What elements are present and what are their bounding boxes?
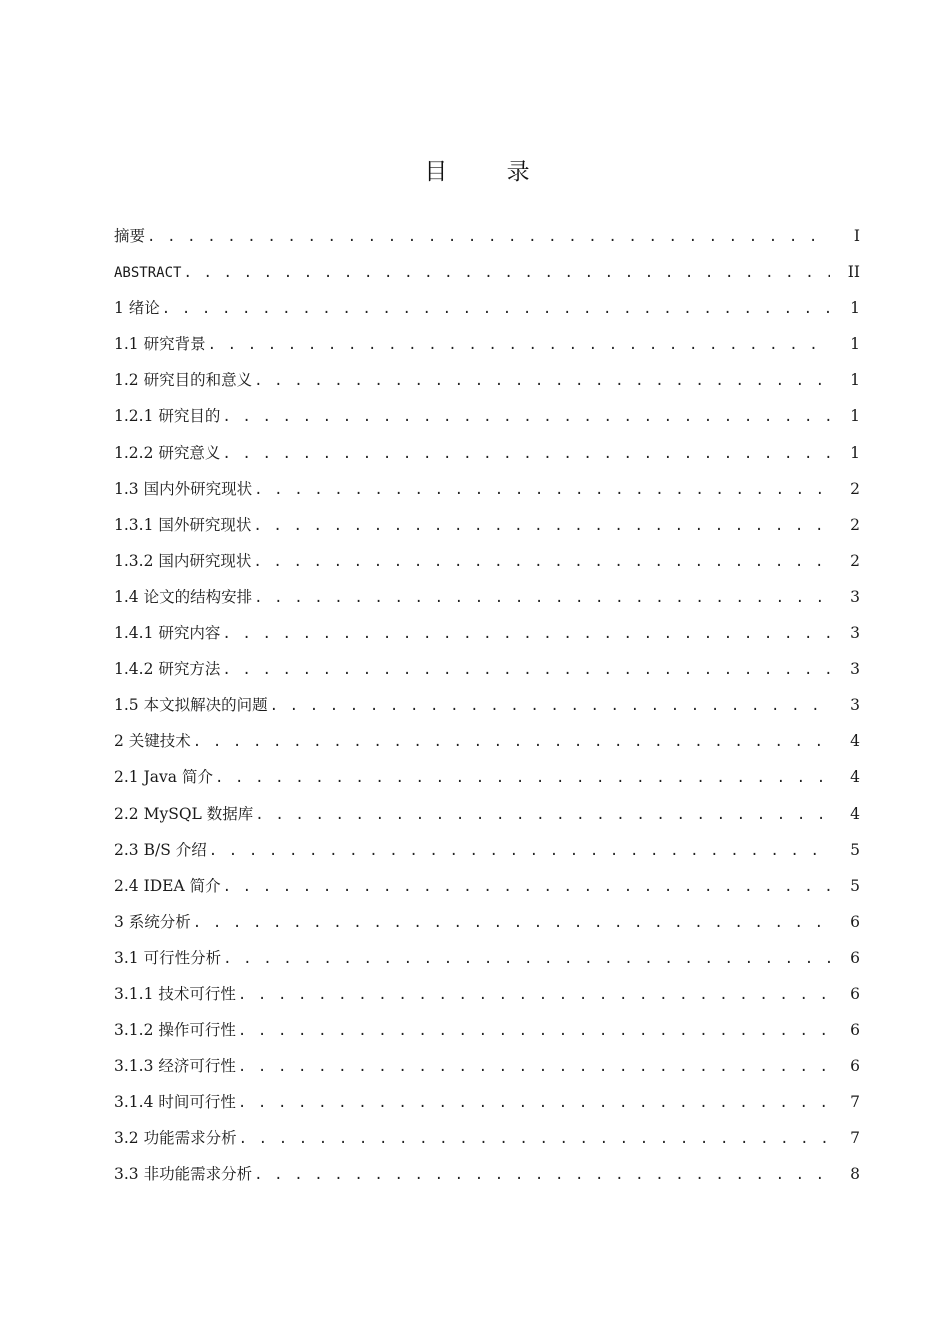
toc-entry-page: 1 [850,407,860,426]
toc-entry[interactable] [114,439,860,475]
dot-leader [162,295,830,323]
toc-entry-page: 4 [850,804,860,823]
toc-entry-label: 3.1.3 经济可行性 [114,1057,236,1076]
toc-entry[interactable] [114,763,860,799]
toc-entry-page: 3 [850,696,860,715]
toc-entry-label: 3.1.1 技术可行性 [114,984,236,1003]
toc-entry[interactable] [114,727,860,763]
toc-entry-page: I [853,227,860,245]
toc-entry-label: 1.3.2 国内研究现状 [114,551,252,570]
toc-entry[interactable] [114,655,860,691]
toc-entry-label: 1.2.1 研究目的 [114,407,221,426]
dot-leader [215,764,830,792]
toc-entry-page: 5 [850,876,860,895]
dot-leader [238,981,830,1009]
toc-entry-label: 2.2 MySQL 数据库 [114,804,254,823]
toc-entry[interactable] [114,691,860,727]
toc-entry[interactable] [114,1088,860,1124]
dot-leader [147,223,830,251]
toc-entry-label: 1.1 研究背景 [114,335,206,354]
toc-entry[interactable] [114,366,860,402]
toc-entry[interactable] [114,908,860,944]
toc-entry-label: 2.3 B/S 介绍 [114,840,207,859]
toc-entry-page: 6 [850,948,860,967]
toc-entry-page: 1 [850,299,860,318]
toc-entry[interactable] [114,1160,860,1196]
toc-entry-page: 5 [850,840,860,859]
toc-entry[interactable] [114,330,860,366]
dot-leader [253,548,830,576]
toc-entry-page: 3 [850,660,860,679]
toc-entry-page: 2 [850,479,860,498]
toc-entry-label: 1.4.1 研究内容 [114,624,221,643]
toc-entry-page: 2 [850,551,860,570]
dot-leader [238,1089,830,1117]
toc-entry[interactable] [114,547,860,583]
dot-leader [223,945,830,973]
toc-entry[interactable] [114,222,860,258]
toc-entry-label: 摘要 [114,227,146,245]
dot-leader [239,1125,830,1153]
table-of-contents [114,222,860,1197]
toc-entry[interactable] [114,980,860,1016]
dot-leader [193,909,830,937]
toc-entry[interactable] [114,1016,860,1052]
toc-entry-page: 8 [850,1165,860,1184]
dot-leader [222,440,830,468]
dot-leader [193,728,830,756]
toc-entry-page: 1 [850,335,860,354]
toc-entry-label: 3.2 功能需求分析 [114,1129,237,1148]
toc-entry-page: 6 [850,912,860,931]
toc-entry[interactable] [114,619,860,655]
toc-entry-page: 4 [850,768,860,787]
toc-entry[interactable] [114,800,860,836]
toc-entry-label: 1.4.2 研究方法 [114,660,221,679]
dot-leader [238,1053,830,1081]
dot-leader [254,584,830,612]
dot-leader [222,620,830,648]
dot-leader [238,1017,830,1045]
dot-leader [208,331,830,359]
toc-entry-label: 1.4 论文的结构安排 [114,587,253,606]
toc-entry[interactable] [114,836,860,872]
toc-entry-label: 1.2.2 研究意义 [114,443,221,462]
toc-entry-page: 7 [850,1129,860,1148]
dot-leader [254,476,830,504]
toc-entry-page: 4 [850,732,860,751]
toc-entry-label: 1.3.1 国外研究现状 [114,515,252,534]
toc-entry-label: 3.3 非功能需求分析 [114,1165,253,1184]
page-title: 目 录 [424,159,556,185]
toc-entry-page: 3 [850,587,860,606]
toc-entry-label: 1.2 研究目的和意义 [114,371,253,390]
dot-leader [223,873,830,901]
toc-entry[interactable] [114,1124,860,1160]
toc-entry-label: 1.3 国内外研究现状 [114,479,253,498]
toc-entry-page: 6 [850,1021,860,1040]
toc-entry[interactable] [114,511,860,547]
toc-entry[interactable] [114,258,860,294]
toc-entry-label: 1.5 本文拟解决的问题 [114,696,268,715]
dot-leader [183,259,830,287]
toc-entry-page: 1 [850,371,860,390]
dot-leader [254,367,830,395]
toc-entry-label: ABSTRACT [114,265,182,282]
toc-entry-label: 3.1.4 时间可行性 [114,1093,236,1112]
toc-entry-label: 3.1.2 操作可行性 [114,1021,236,1040]
toc-entry[interactable] [114,475,860,511]
toc-entry-page: 2 [850,515,860,534]
toc-entry-page: 1 [850,443,860,462]
toc-entry-label: 3.1 可行性分析 [114,948,222,967]
toc-entry[interactable] [114,872,860,908]
toc-entry[interactable] [114,944,860,980]
toc-entry-label: 3 系统分析 [114,912,191,931]
toc-entry-label: 2.1 Java 简介 [114,768,213,787]
dot-leader [222,656,830,684]
dot-leader [222,403,830,431]
toc-entry-page: 7 [850,1093,860,1112]
dot-leader [270,692,830,720]
toc-entry-page: 6 [850,1057,860,1076]
toc-entry-label: 1 绪论 [114,299,160,318]
toc-entry-page: II [847,263,860,282]
dot-leader [253,512,830,540]
toc-entry[interactable] [114,294,860,330]
toc-entry-page: 6 [850,984,860,1003]
toc-entry-label: 2 关键技术 [114,732,191,751]
toc-entry[interactable] [114,1052,860,1088]
dot-leader [254,1161,830,1189]
toc-entry-label: 2.4 IDEA 简介 [114,876,221,895]
toc-entry[interactable] [114,583,860,619]
dot-leader [255,801,830,829]
dot-leader [209,837,830,865]
toc-entry[interactable] [114,402,860,438]
toc-entry-page: 3 [850,624,860,643]
